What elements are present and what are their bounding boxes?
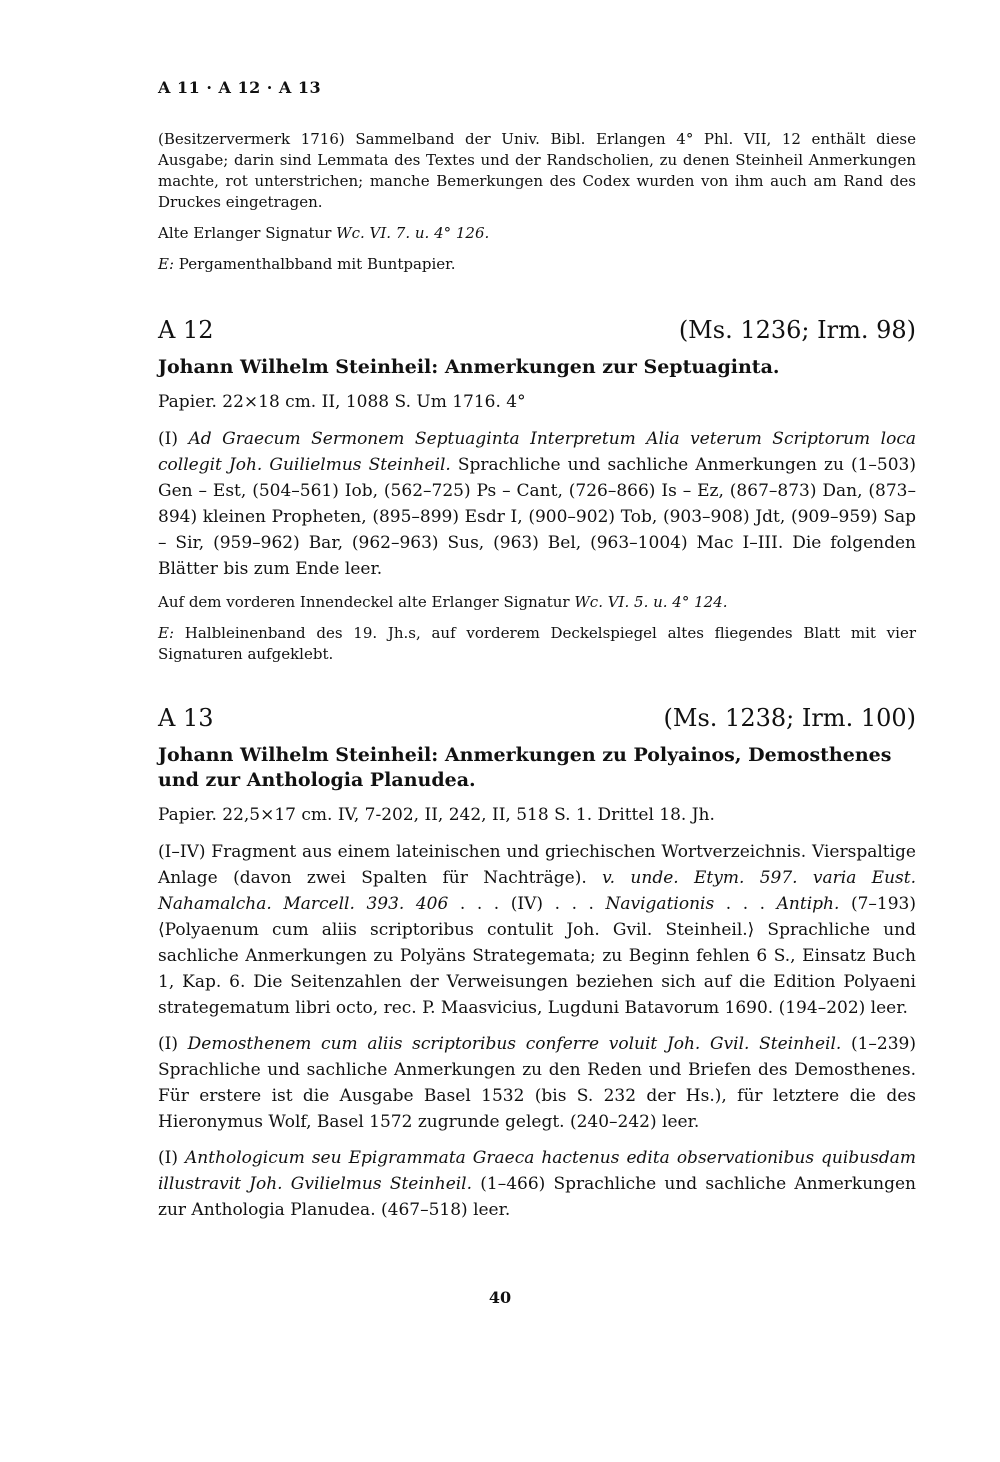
content-prefix: (I) bbox=[158, 429, 189, 449]
binding-text: Pergamenthalbband mit Buntpapier. bbox=[174, 255, 456, 273]
entry-content-paragraph bbox=[158, 1031, 916, 1135]
content-text: (1–466) Sprachliche und sachliche Anmerkungen zur Anthologia Planudea. (467–518) leer. bbox=[158, 1174, 916, 1220]
entry-header bbox=[158, 703, 916, 733]
entry-number: A 13 bbox=[158, 704, 214, 732]
provenance-note: (Besitzervermerk 1716) Sammelband der Univ. Bibl. Erlangen 4° Phl. VII, 12 enthält diese Ausgabe; darin sind Lemmata des Textes und der Randscholien, zu denen Steinheil Anmerkungen machte, rot unterstrichen; manche Bemerkungen des Codex wurden von ihm auch am Rand des Druckes eingetragen. bbox=[158, 130, 916, 211]
section-gap bbox=[158, 675, 916, 703]
content-text: (I–IV) Fragment aus einem lateinischen und griechischen Wortverzeichnis. Vierspaltige Anlage (davon zwei Spalten für Nachträge). bbox=[158, 842, 916, 888]
content-italic: Antiph. bbox=[776, 894, 840, 914]
entry-header bbox=[158, 315, 916, 345]
entry-shelfmark: (Ms. 1238; Irm. 100) bbox=[663, 704, 916, 732]
section-a11-continuation bbox=[158, 129, 916, 275]
running-head: A 11 · A 12 · A 13 bbox=[158, 78, 322, 97]
page-number: 40 bbox=[488, 1288, 512, 1307]
entry-content-paragraph bbox=[158, 426, 916, 582]
entry-content-paragraph bbox=[158, 1145, 916, 1223]
section-a12 bbox=[158, 315, 916, 665]
entry-title: Johann Wilhelm Steinheil: Anmerkungen zu Polyainos, Demosthenes und zur Anthologia Planudea. bbox=[158, 744, 892, 791]
binding-note bbox=[158, 254, 916, 275]
signature-italic: Wc. VI. 7. u. 4° 126. bbox=[336, 224, 490, 242]
old-signature-note bbox=[158, 592, 916, 613]
signature-italic: Wc. VI. 5. u. 4° 124. bbox=[574, 593, 728, 611]
entry-title: Johann Wilhelm Steinheil: Anmerkungen zur Septuaginta. bbox=[158, 356, 780, 378]
signature-prefix: Auf dem vorderen Innendeckel alte Erlanger Signatur bbox=[158, 593, 575, 611]
entry-physical-description: Papier. 22,5×17 cm. IV, 7-202, II, 242, II, 518 S. 1. Drittel 18. Jh. bbox=[158, 805, 715, 825]
content-italic-title: Ad Graecum Sermonem Septuaginta Interpretum Alia veterum Scriptorum loca collegit Joh. Guilielmus Steinheil. bbox=[158, 429, 916, 475]
content-text: Sprachliche und sachliche Anmerkungen zu (1–503) Gen – Est, (504–561) Iob, (562–725) Ps – Cant, (726–866) Is – Ez, (867–873) Dan, (873–894) kleinen Propheten, (895–899) Esdr I, (900–902) Tob, (903–908) Jdt, (909–959) Sap – Sir, (959–962) Bar, (962–963) Sus, (963) Bel, (963–1004) Mac I–III. Die folgenden Blätter bis zum Ende leer. bbox=[158, 455, 916, 579]
content-text: . . . bbox=[714, 894, 777, 914]
content-italic: v. unde. Etym. 597. varia Eust. Nahamalcha. Marcell. 393. 406 bbox=[158, 868, 917, 914]
entry-content-paragraph bbox=[158, 839, 916, 1021]
entry-physical-description: Papier. 22×18 cm. II, 1088 S. Um 1716. 4° bbox=[158, 392, 526, 412]
content-text: . . . (IV) . . . bbox=[448, 894, 606, 914]
section-a13 bbox=[158, 703, 916, 1223]
content-text: (1–239) Sprachliche und sachliche Anmerkungen zu den Reden und Briefen des Demosthenes. Für erstere ist die Ausgabe Basel 1532 (bis S. 232 der Hs.), für letztere die des Hieronymus Wolf, Basel 1572 zugrunde gelegt. (240–242) leer. bbox=[158, 1034, 917, 1132]
content-text: (7–193) ⟨Polyaenum cum aliis scriptoribus contulit Joh. Gvil. Steinheil.⟩ Sprachliche und sachliche Anmerkungen zu Polyäns Strategemata; zu Beginn fehlen 6 S., Einsatz Buch 1, Kap. 6. Die Seitenzahlen der Verweisungen beziehen sich auf die Edition Polyaeni strategematum libri octo, rec. P. Maasvicius, Lugduni Batavorum 1690. (194–202) leer. bbox=[158, 894, 916, 1018]
signature-prefix: Alte Erlanger Signatur bbox=[158, 224, 337, 242]
section-gap bbox=[158, 285, 916, 315]
entry-number: A 12 bbox=[158, 316, 214, 344]
binding-text: Halbleinenband des 19. Jh.s, auf vorderem Deckelspiegel altes fliegendes Blatt mit vier Signaturen aufgeklebt. bbox=[158, 624, 916, 663]
content-italic-title: Anthologicum seu Epigrammata Graeca hactenus edita observationibus quibusdam illustravit Joh. Gvilielmus Steinheil. bbox=[158, 1148, 917, 1194]
old-signature-note bbox=[158, 223, 916, 244]
binding-label: E: bbox=[158, 255, 175, 273]
content-text: (I) bbox=[158, 1034, 188, 1054]
binding-label: E: bbox=[158, 624, 175, 642]
content-italic: Navigationis bbox=[605, 894, 715, 914]
content-italic-title: Demosthenem cum aliis scriptoribus conferre voluit Joh. Gvil. Steinheil. bbox=[187, 1034, 842, 1054]
entry-shelfmark: (Ms. 1236; Irm. 98) bbox=[678, 316, 916, 344]
binding-note bbox=[158, 623, 916, 665]
content-text: (I) bbox=[158, 1148, 185, 1168]
